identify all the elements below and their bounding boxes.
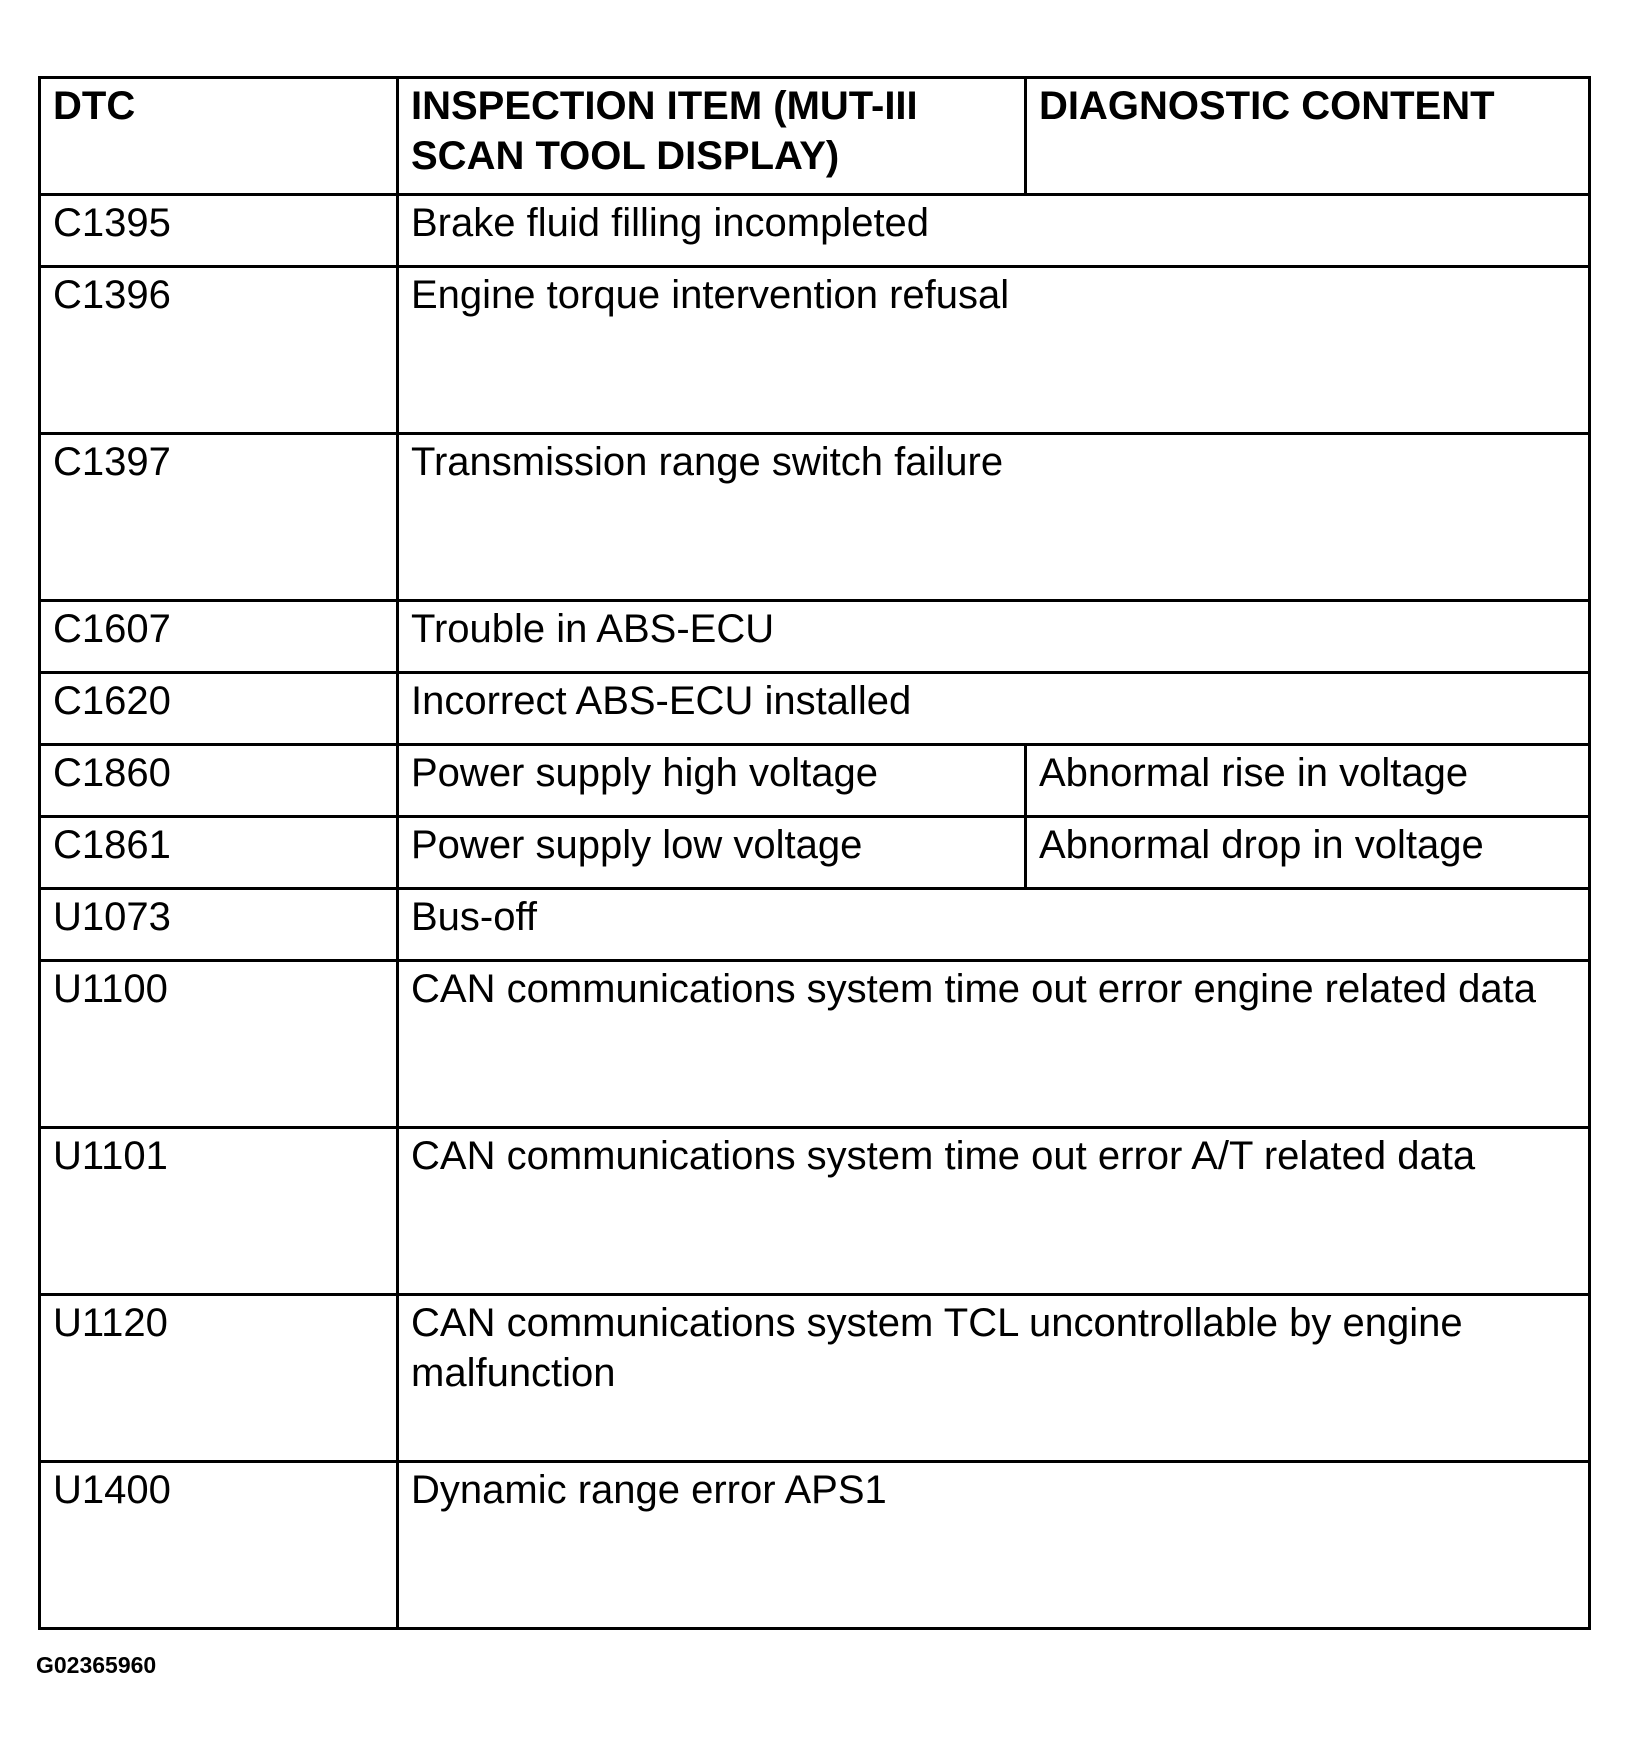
inspection-item: Brake fluid filling incompleted (398, 195, 1590, 267)
diagnostic-content: Abnormal drop in voltage (1026, 817, 1590, 889)
header-inspection-item: INSPECTION ITEM (MUT-III SCAN TOOL DISPLAY) (398, 78, 1026, 195)
inspection-item: CAN communications system time out error A/T related data (398, 1128, 1590, 1295)
table-row (40, 267, 1590, 434)
inspection-item: Engine torque intervention refusal (398, 267, 1590, 434)
diagnostic-content: Abnormal rise in voltage (1026, 745, 1590, 817)
table-row (40, 673, 1590, 745)
inspection-item: Power supply high voltage (398, 745, 1026, 817)
dtc-code: C1395 (40, 195, 398, 267)
inspection-item: Transmission range switch failure (398, 434, 1590, 601)
dtc-code: C1620 (40, 673, 398, 745)
table-row (40, 601, 1590, 673)
dtc-table (38, 76, 1591, 1630)
dtc-code: U1120 (40, 1295, 398, 1462)
table-row (40, 961, 1590, 1128)
dtc-code: U1100 (40, 961, 398, 1128)
dtc-code: U1400 (40, 1462, 398, 1629)
dtc-code: C1396 (40, 267, 398, 434)
inspection-item: Dynamic range error APS1 (398, 1462, 1590, 1629)
table-row (40, 1462, 1590, 1629)
dtc-code: C1607 (40, 601, 398, 673)
inspection-item: Trouble in ABS-ECU (398, 601, 1590, 673)
dtc-code: C1861 (40, 817, 398, 889)
table-row (40, 1295, 1590, 1462)
table-header-row (40, 78, 1590, 195)
header-dtc: DTC (40, 78, 398, 195)
dtc-code: U1073 (40, 889, 398, 961)
table-row (40, 434, 1590, 601)
dtc-code: C1860 (40, 745, 398, 817)
table-row (40, 745, 1590, 817)
table-row (40, 1128, 1590, 1295)
dtc-code: C1397 (40, 434, 398, 601)
dtc-code: U1101 (40, 1128, 398, 1295)
table-row (40, 889, 1590, 961)
inspection-item: Power supply low voltage (398, 817, 1026, 889)
figure-id: G02365960 (36, 1652, 157, 1678)
table-row (40, 817, 1590, 889)
header-diagnostic-content: DIAGNOSTIC CONTENT (1026, 78, 1590, 195)
inspection-item: CAN communications system TCL uncontrollable by engine malfunction (398, 1295, 1590, 1462)
table-row (40, 195, 1590, 267)
inspection-item: Incorrect ABS-ECU installed (398, 673, 1590, 745)
inspection-item: Bus-off (398, 889, 1590, 961)
inspection-item: CAN communications system time out error engine related data (398, 961, 1590, 1128)
